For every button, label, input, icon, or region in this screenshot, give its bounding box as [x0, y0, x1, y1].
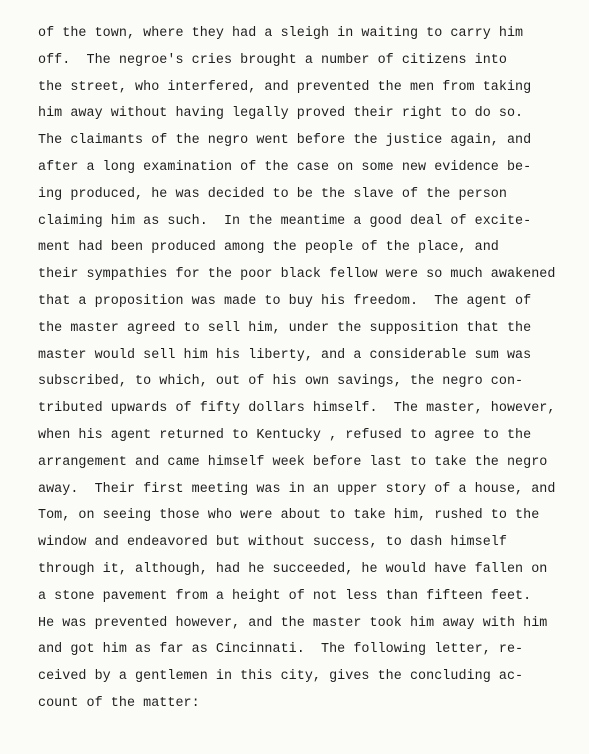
text-line-19: Tom, on seeing those who were about to take him, rushed to the	[38, 508, 540, 524]
text-line-8: claiming him as such. In the meantime a good deal of excite-	[38, 213, 532, 229]
text-line-17: arrangement and came himself week before last to take the negro	[38, 454, 548, 470]
text-line-4: him away without having legally proved their right to do so.	[38, 106, 524, 122]
text-line-13: master would sell him his liberty, and a considerable sum was	[38, 347, 532, 363]
typed-text-body	[38, 21, 578, 718]
text-line-2: off. The negroe's cries brought a number of citizens into	[38, 52, 507, 68]
text-line-3: the street, who interfered, and prevented the men from taking	[38, 79, 532, 95]
text-line-16: when his agent returned to Kentucky , refused to agree to the	[38, 427, 532, 443]
text-line-6: after a long examination of the case on some new evidence be-	[38, 159, 532, 175]
text-line-18: away. Their first meeting was in an upper story of a house, and	[38, 481, 556, 497]
text-line-7: ing produced, he was decided to be the slave of the person	[38, 186, 507, 202]
text-line-11: that a proposition was made to buy his freedom. The agent of	[38, 293, 532, 309]
text-line-15: tributed upwards of fifty dollars himself. The master, however,	[38, 401, 556, 417]
text-line-26: count of the matter:	[38, 695, 200, 711]
text-line-20: window and endeavored but without success, to dash himself	[38, 535, 507, 551]
text-line-21: through it, although, had he succeeded, he would have fallen on	[38, 561, 548, 577]
text-line-1: of the town, where they had a sleigh in waiting to carry him	[38, 26, 524, 41]
text-line-22: a stone pavement from a height of not less than fifteen feet.	[38, 588, 532, 604]
text-line-24: and got him as far as Cincinnati. The following letter, re-	[38, 642, 524, 658]
text-line-23: He was prevented however, and the master took him away with him	[38, 615, 548, 631]
text-line-14: subscribed, to which, out of his own savings, the negro con-	[38, 374, 524, 390]
text-line-5: The claimants of the negro went before the justice again, and	[38, 133, 532, 149]
text-line-12: the master agreed to sell him, under the supposition that the	[38, 320, 532, 336]
text-line-10: their sympathies for the poor black fellow were so much awakened	[38, 267, 556, 283]
text-line-25: ceived by a gentlemen in this city, gives the concluding ac-	[38, 669, 524, 685]
text-line-9: ment had been produced among the people of the place, and	[38, 240, 499, 256]
